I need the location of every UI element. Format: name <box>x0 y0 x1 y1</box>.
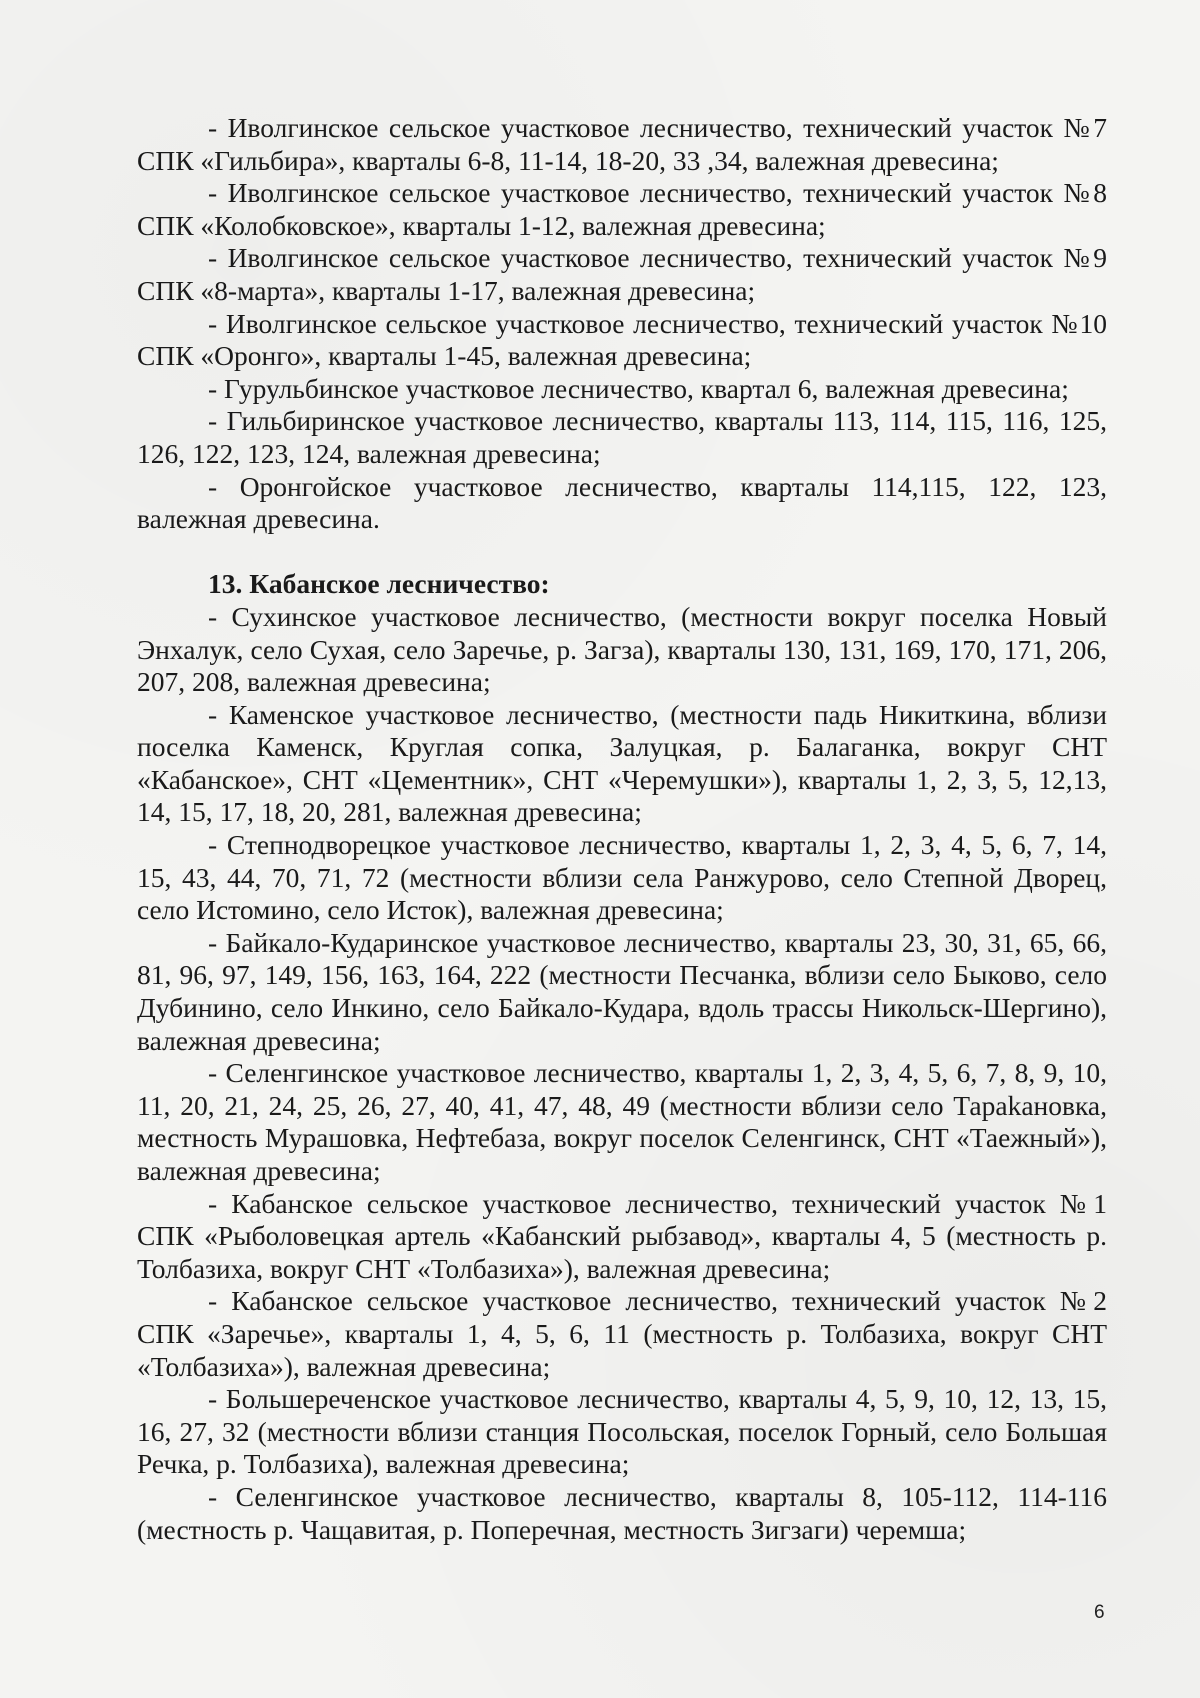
paragraph: - Кабанское сельское участковое лесничество, технический участок №2 СПК «Заречье», кварталы 1, 4, 5, 6, 11 (местность р. Толбазиха, вокруг СНТ «Толбазиха»), валежная древесина; <box>137 1285 1107 1382</box>
paragraph: - Гурульбинское участковое лесничество, квартал 6, валежная древесина; <box>208 372 1069 404</box>
paragraph: - Иволгинское сельское участковое лесничество, технический участок №9 СПК «8-марта», кварталы 1-17, валежная древесина; <box>137 242 1107 306</box>
paragraph: - Селенгинское участковое лесничество, кварталы 1, 2, 3, 4, 5, 6, 7, 8, 9, 10, 11, 20, 21, 24, 25, 26, 27, 40, 41, 47, 48, 49 (местности вблизи село Тарakановка, местность Мурашовка, Нефтебаза, вокруг поселок Селенгинск, СНТ «Таежный»), валежная древесина; <box>137 1057 1107 1186</box>
paragraph: - Селенгинское участковое лесничество, кварталы 8, 105-112, 114-116 (местность р. Чащавитая, р. Поперечная, местность Зигзаги) черемша; <box>137 1480 1107 1545</box>
paragraph: - Каменское участковое лесничество, (местности падь Никиткина, вблизи поселка Каменск, Круглая сопка, Залуцкая, р. Балаганка, вокруг СНТ «Кабанское», СНТ «Цементник», СНТ «Черемушки»), кварталы 1, 2, 3, 5, 12,13, 14, 15, 17, 18, 20, 281, валежная древесина; <box>137 698 1107 828</box>
paragraph: - Кабанское сельское участковое лесничество, технический участок №1 СПК «Рыболовецкая артель «Кабанский рыбзавод», кварталы 4, 5 (местность р. Толбазиха, вокруг СНТ «Толбазиха»), валежная древесина; <box>137 1187 1107 1284</box>
paragraph: - Большереченское участковое лесничество, кварталы 4, 5, 9, 10, 12, 13, 15, 16, 27, 32 (местности вблизи станция Посольская, поселок Горный, село Большая Речка, р. Толбазиха), валежная древесина; <box>137 1383 1107 1480</box>
paragraph: - Байкало-Кударинское участковое лесничество, кварталы 23, 30, 31, 65, 66, 81, 96, 97, 149, 156, 163, 164, 222 (местности Песчанка, вблизи село Быково, село Дубинино, село Инкино, село Байкало-Кудара, вдоль трассы Никольск-Шергино), валежная древесина; <box>137 926 1107 1056</box>
paragraph: - Иволгинское сельское участковое лесничество, технический участок №10 СПК «Оронго», кварталы 1-45, валежная древесина; <box>137 307 1107 372</box>
section-heading: 13. Кабанское лесничество: <box>208 568 550 600</box>
paragraph: - Сухинское участковое лесничество, (местности вокруг поселка Новый Энхалук, село Сухая, село Заречье, р. Загза), кварталы 130, 131, 169, 170, 171, 206, 207, 208, валежная древесина; <box>137 600 1107 698</box>
paragraph: - Иволгинское сельское участковое лесничество, технический участок №7 СПК «Гильбира», кварталы 6-8, 11-14, 18-20, 33 ,34, валежная древесина; <box>137 112 1107 176</box>
section-spacer <box>137 536 1107 569</box>
paragraph: - Иволгинское сельское участковое лесничество, технический участок №8 СПК «Колобковское», кварталы 1-12, валежная древесина; <box>137 177 1107 241</box>
document-body <box>137 112 1107 1546</box>
page-number: 6 <box>1094 1602 1105 1623</box>
paragraph: - Оронгойское участковое лесничество, кварталы 114,115, 122, 123, валежная древесина. <box>137 470 1107 535</box>
paragraph: - Гильбиринское участковое лесничество, кварталы 113, 114, 115, 116, 125, 126, 122, 123, 124, валежная древесина; <box>137 405 1107 469</box>
paragraph: - Степнодворецкое участковое лесничество, кварталы 1, 2, 3, 4, 5, 6, 7, 14, 15, 43, 44, 70, 71, 72 (местности вблизи села Ранжурово, село Степной Дворец, село Истомино, село Исток), валежная древесина; <box>137 829 1107 926</box>
